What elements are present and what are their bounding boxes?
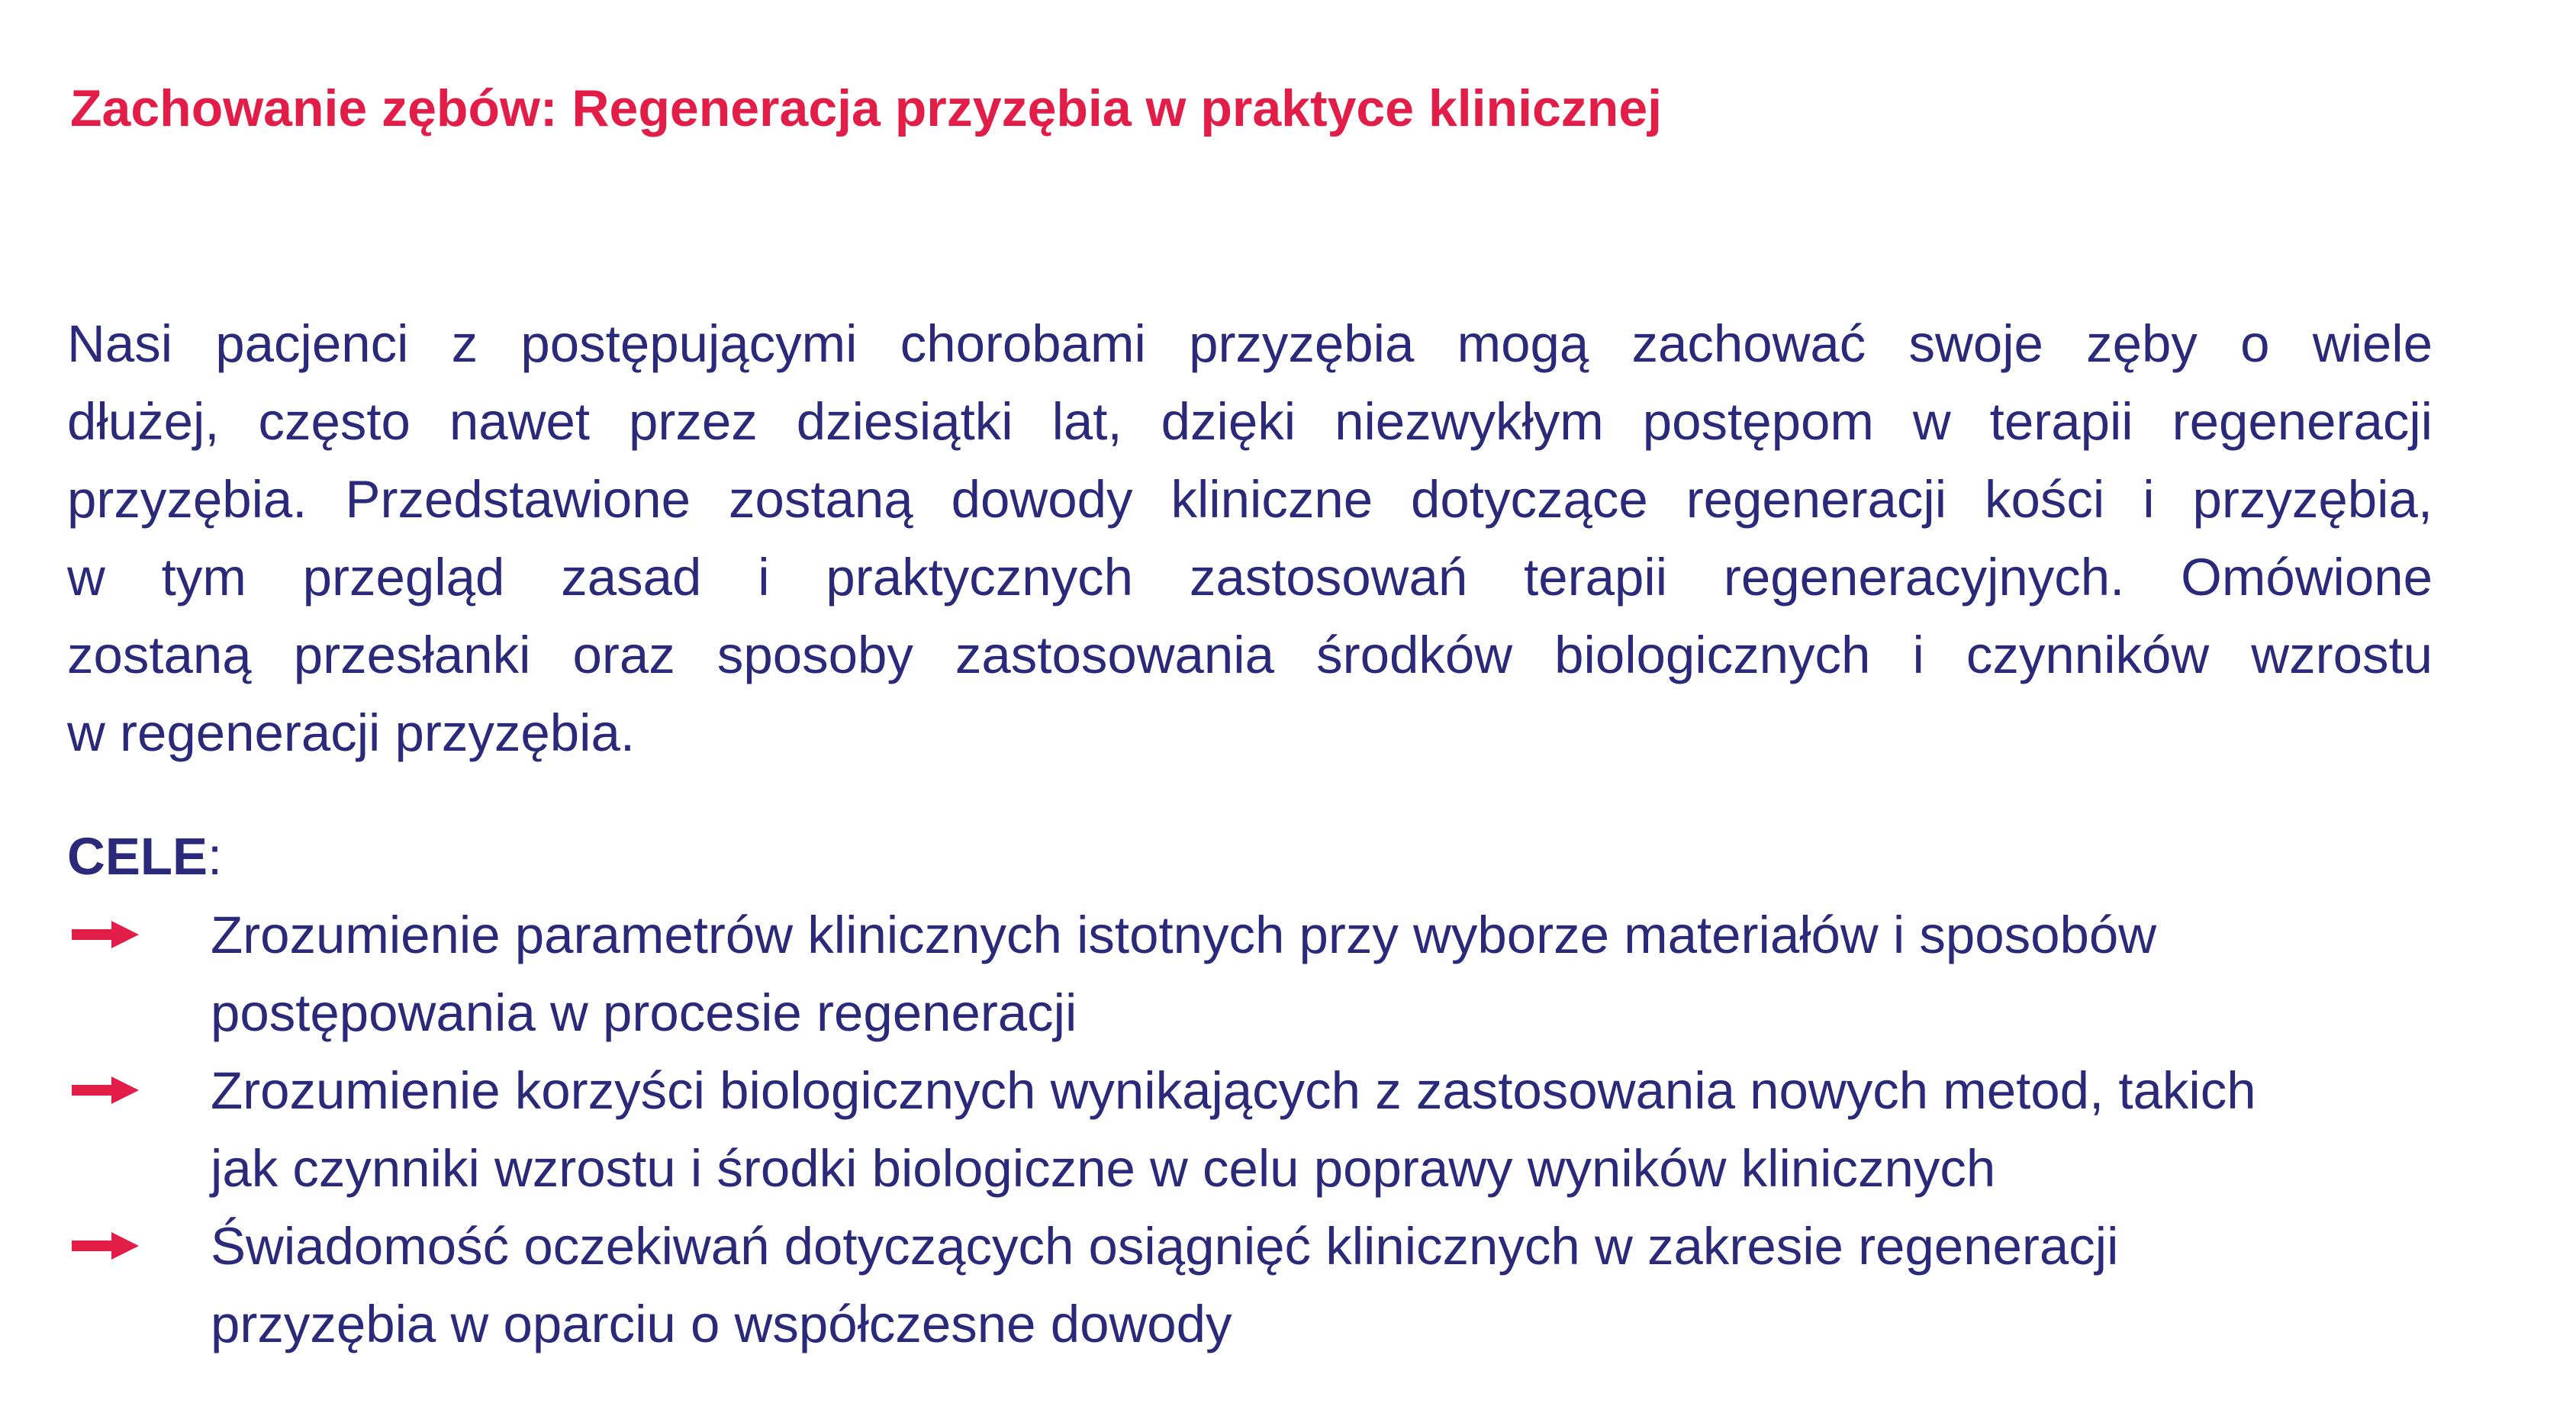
- goals-list: [0, 896, 2576, 1363]
- right-arrow-icon: [72, 919, 139, 950]
- goals-heading-label: CELE: [67, 827, 208, 886]
- intro-line: w tym przegląd zasad i praktycznych zastosowań terapii regeneracyjnych. Omówione: [67, 548, 2433, 607]
- goals-heading-colon: :: [208, 827, 223, 886]
- right-arrow-icon: [72, 1075, 139, 1105]
- document-title: Zachowanie zębów: Regeneracja przyzębia w praktyce klinicznej: [70, 79, 1663, 137]
- goal-line: przyzębia w oparciu o współczesne dowody: [211, 1295, 1232, 1353]
- goal-item: [0, 896, 2576, 1052]
- intro-line: zostaną przesłanki oraz sposoby zastosowania środków biologicznych i czynników wzrostu: [67, 626, 2433, 684]
- goal-line: jak czynniki wzrostu i środki biologiczne w celu poprawy wyników klinicznych: [211, 1139, 1996, 1198]
- intro-line: Nasi pacjenci z postępującymi chorobami przyzębia mogą zachować swoje zęby o wiele: [67, 314, 2433, 373]
- goals-heading: [67, 820, 222, 893]
- goal-line: Zrozumienie korzyści biologicznych wynikających z zastosowania nowych metod, takich: [211, 1061, 2256, 1120]
- goal-line: postępowania w procesie regeneracji: [211, 983, 1077, 1042]
- goal-item: [0, 1208, 2576, 1363]
- intro-line: w regeneracji przyzębia.: [67, 703, 636, 762]
- intro-line: przyzębia. Przedstawione zostaną dowody kliniczne dotyczące regeneracji kości i przyzębia,: [67, 470, 2433, 529]
- right-arrow-icon: [72, 1231, 139, 1261]
- intro-line: dłużej, często nawet przez dziesiątki lat, dzięki niezwykłym postępom w terapii regeneracji: [67, 392, 2433, 451]
- goal-line: Świadomość oczekiwań dotyczących osiągnięć klinicznych w zakresie regeneracji: [211, 1217, 2119, 1276]
- goal-line: Zrozumienie parametrów klinicznych istotnych przy wyborze materiałów i sposobów: [211, 906, 2157, 964]
- goal-item: [0, 1052, 2576, 1208]
- intro-paragraph: [67, 305, 2433, 772]
